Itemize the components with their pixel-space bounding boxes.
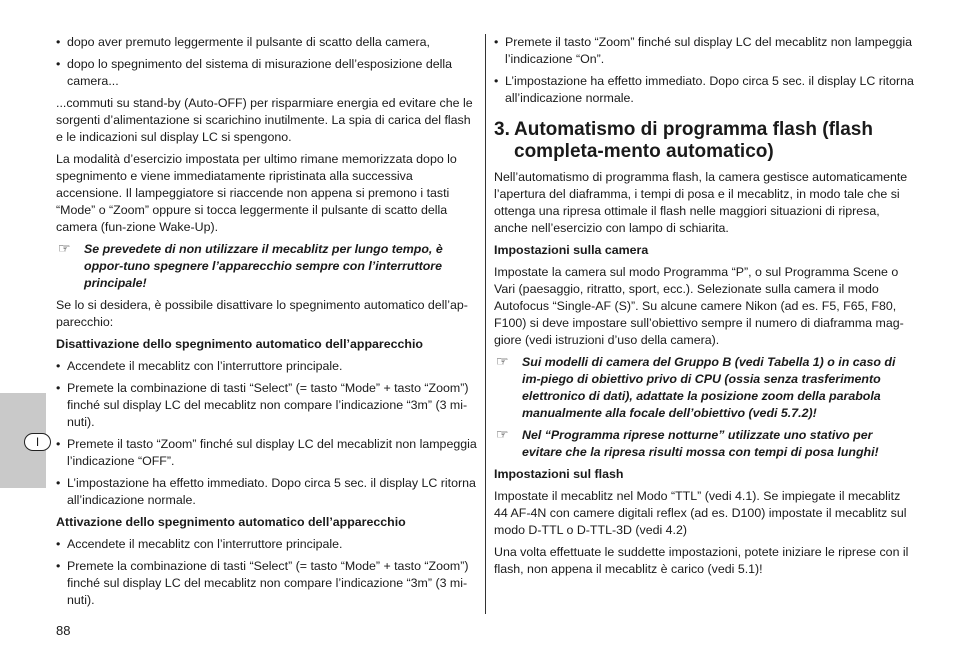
list-item: • Accendete il mecablitz con l’interruttore principale. [56, 536, 479, 553]
left-column [56, 34, 479, 614]
pointing-hand-icon: ☞ [496, 426, 509, 442]
paragraph: La modalità d’esercizio impostata per ultimo rimane memorizzata dopo lo spegnimento e viene immediatamente ripristinata alla successiva accensione. Il lampeggiatore si riaccende non appena si premono i tasti “Mode” o “Zoom” oppure si tocca leggermente il pulsante di scatto della camera (fun-zione Wake-Up). [56, 152, 457, 234]
paragraph: Impostate il mecablitz nel Modo “TTL” (vedi 4.1). Se impiegate il mecablitz 44 AF-4N con camere digitali reflex (ad es. D100) impostate il mecablitz sul modo D-TTL o D-TTL-3D (vedi 4.2) [494, 489, 907, 537]
page-number: 88 [56, 623, 71, 638]
subheading: Disattivazione dello spegnimento automatico dell’apparecchio [56, 337, 423, 351]
note [494, 354, 915, 422]
note-text: Nel “Programma riprese notturne” utilizzate uno stativo per evitare che la ripresa risulti mossa con tempi di posa lunghi! [522, 428, 879, 459]
column-divider [485, 34, 486, 614]
list-item: • L’impostazione ha effetto immediato. Dopo circa 5 sec. il display LC ritorna all’indicazione normale. [56, 475, 479, 509]
paragraph: Se lo si desidera, è possibile disattivare lo spegnimento automatico dell’ap-parecchio: [56, 298, 468, 329]
note-text: Sui modelli di camera del Gruppo B (vedi Tabella 1) o in caso di im-piego di obiettivo privo di CPU (ossia senza trasferimento elettronico di dati), adattate la posizione zoom della parabola manualmente alla focale dell’obiettivo (vedi 5.7.2)! [522, 355, 896, 420]
list-item: • dopo aver premuto leggermente il pulsante di scatto della camera, [56, 34, 479, 51]
list-item: • Premete il tasto “Zoom” finché sul display LC del mecablizit non lampeggia l’indicazione “OFF”. [56, 436, 479, 470]
list-item: • dopo lo spegnimento del sistema di misurazione dell’esposizione della camera... [56, 56, 479, 90]
paragraph: Nell’automatismo di programma flash, la camera gestisce automaticamente l’apertura del diaframma, i tempi di posa e il mecablitz, in modo tale che si ottenga una ripresa ottimale il flash nelle maggiori situazioni di ripresa, anche nell’esercizio con lampo di schiarita. [494, 170, 908, 235]
subheading: Attivazione dello spegnimento automatico dell’apparecchio [56, 515, 406, 529]
paragraph: ...commuti su stand-by (Auto-OFF) per risparmiare energia ed evitare che le sorgenti d’alimentazione si scarichino inutilmente. La spia di carica del flash e le indicazioni sul display LC si spengono. [56, 96, 473, 144]
pointing-hand-icon: ☞ [58, 240, 71, 256]
paragraph: Impostate la camera sul modo Programma “P”, o sul Programma Scene o Vari (paesaggio, ritratto, sport, ecc.). Selezionate sulla camera il modo Autofocus “Single-AF (S)”. Su alcune camere Nikon (ad es. F5, F65, F80, F100) si deve impostare sull’obiettivo sempre il numero di diaframma mag-giore (vedi istruzioni d’uso della camera). [494, 265, 904, 347]
subheading: Impostazioni sulla camera [494, 243, 649, 257]
paragraph: Una volta effettuate le suddette impostazioni, potete iniziare le riprese con il flash, non appena il mecablitz è carico (vedi 5.1)! [494, 545, 909, 576]
list-item: • Accendete il mecablitz con l’interruttore principale. [56, 358, 479, 375]
section-number: 3. [494, 119, 510, 140]
list-item: • Premete la combinazione di tasti “Select” (= tasto “Mode” + tasto “Zoom”) finché sul display LC del mecablitz non compare l’indicazione “3m” (3 mi-nuti). [56, 558, 479, 609]
subheading: Impostazioni sul flash [494, 467, 624, 481]
section-heading [494, 119, 915, 163]
list-item: • Premete la combinazione di tasti “Select” (= tasto “Mode” + tasto “Zoom”) finché sul display LC del mecablitz non compare l’indicazione “3m” (3 mi-nuti). [56, 380, 479, 431]
pointing-hand-icon: ☞ [496, 353, 509, 369]
right-column [494, 34, 915, 583]
section-title: Automatismo di programma flash (flash completa-mento automatico) [514, 119, 873, 162]
note [56, 241, 479, 292]
note [494, 427, 915, 461]
list-item: • Premete il tasto “Zoom” finché sul display LC del mecablitz non lampeggia l’indicazione “On”. [494, 34, 915, 68]
language-badge: I [24, 433, 51, 451]
note-text: Se prevedete di non utilizzare il mecablitz per lungo tempo, è oppor-tuno spegnere l’apparecchio sempre con l’interruttore principale! [84, 242, 443, 290]
list-item: • L’impostazione ha effetto immediato. Dopo circa 5 sec. il display LC ritorna all’indicazione normale. [494, 73, 915, 107]
